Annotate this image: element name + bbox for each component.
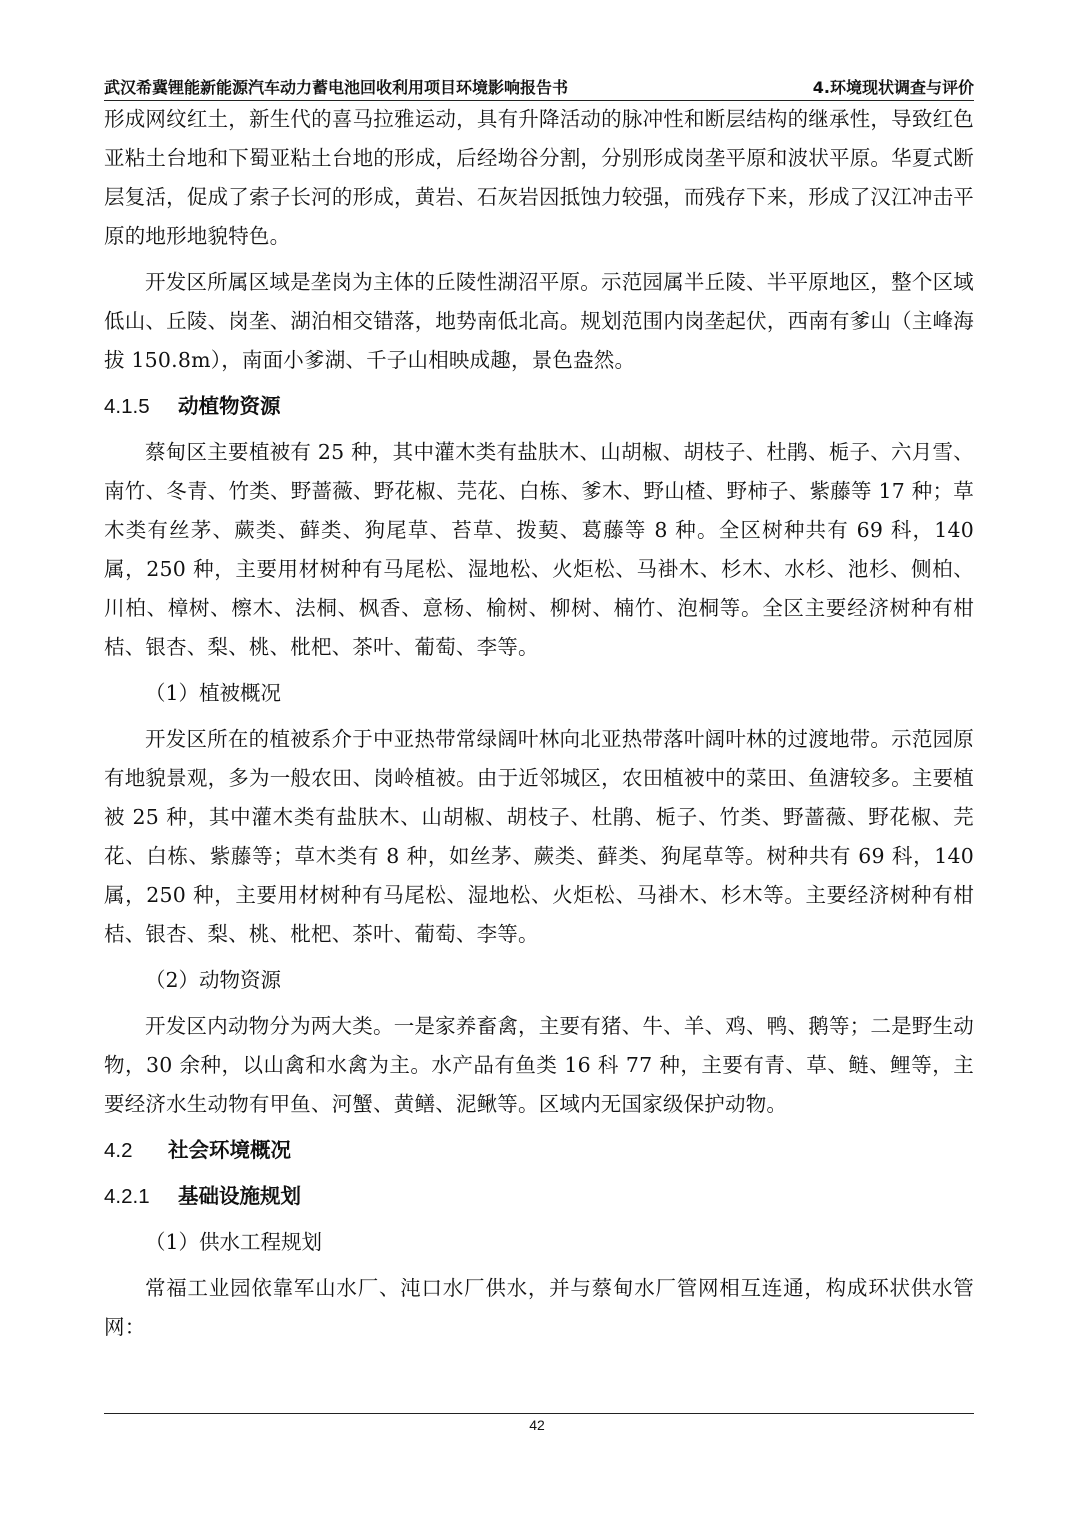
- paragraph-vegetation: 开发区所在的植被系介于中亚热带常绿阔叶林向北亚热带落叶阔叶林的过渡地带。示范园原有地貌景观，多为一般农田、岗岭植被。由于近邻城区，农田植被中的菜田、鱼溏较多。主要植被 25 种，其中灌木类有盐肤木、山胡椒、胡枝子、杜鹃、栀子、竹类、野蔷薇、野花椒、芫花、白栋、紫藤等；草木类有 8 种，如丝茅、蕨类、藓类、狗尾草等。树种共有 69 科，140 属，250 种，主要用材树种有马尾松、湿地松、火炬松、马褂木、杉木等。主要经济树种有柑桔、银杏、梨、桃、枇杷、茶叶、葡萄、李等。: [104, 727, 974, 946]
- section-heading-4-1-5: [104, 387, 974, 426]
- section-title: 基础设施规划: [178, 1184, 301, 1208]
- section-heading-4-2-1: [104, 1177, 974, 1216]
- header-document-title: 武汉希冀锂能新能源汽车动力蓄电池回收利用项目环境影响报告书: [104, 78, 569, 97]
- subheading-vegetation: （1）植被概况: [145, 681, 282, 705]
- paragraph-geology: 形成网纹红土，新生代的喜马拉雅运动，具有升降活动的脉冲性和断层结构的继承性，导致红色亚粘土台地和下蜀亚粘土台地的形成，后经坳谷分割，分别形成岗垄平原和波状平原。华夏式断层复活，促成了索子长河的形成，黄岩、石灰岩因抵蚀力较强，而残存下来，形成了汉江冲击平原的地形地貌特色。: [104, 107, 974, 248]
- section-number: 4.2: [104, 1139, 133, 1162]
- section-title: 动植物资源: [178, 394, 281, 418]
- subheading-water-supply: （1）供水工程规划: [145, 1230, 323, 1254]
- page-content: [104, 100, 974, 1354]
- section-number: 4.2.1: [104, 1185, 150, 1208]
- paragraph-fauna: 开发区内动物分为两大类。一是家养畜禽，主要有猪、牛、羊、鸡、鸭、鹅等；二是野生动物，30 余种，以山禽和水禽为主。水产品有鱼类 16 科 77 种，主要有青、草、鲢、鲤等，主要经济水生动物有甲鱼、河蟹、黄鳝、泥鳅等。区域内无国家级保护动物。: [104, 1014, 974, 1116]
- section-heading-4-2: [104, 1131, 974, 1170]
- header-chapter-title: 4.环境现状调查与评价: [812, 78, 974, 97]
- footer-rule: [104, 1413, 974, 1414]
- paragraph-water-supply: 常福工业园依靠军山水厂、沌口水厂供水，并与蔡甸水厂管网相互连通，构成环状供水管网：: [104, 1276, 974, 1339]
- section-number: 4.1.5: [104, 395, 150, 418]
- page-header: [104, 72, 974, 98]
- section-title: 社会环境概况: [168, 1138, 291, 1162]
- paragraph-flora-overview: 蔡甸区主要植被有 25 种，其中灌木类有盐肤木、山胡椒、胡枝子、杜鹃、栀子、六月雪、南竹、冬青、竹类、野蔷薇、野花椒、芫花、白栋、爹木、野山楂、野柿子、紫藤等 17 种；草木类有丝茅、蕨类、藓类、狗尾草、苔草、拨葜、葛藤等 8 种。全区树种共有 69 科，140 属，250 种，主要用材树种有马尾松、湿地松、火炬松、马褂木、杉木、水杉、池杉、侧柏、川柏、樟树、檫木、法桐、枫香、意杨、榆树、柳树、楠竹、泡桐等。全区主要经济树种有柑桔、银杏、梨、桃、枇杷、茶叶、葡萄、李等。: [104, 440, 974, 659]
- subheading-fauna: （2）动物资源: [145, 968, 282, 992]
- paragraph-terrain: 开发区所属区域是垄岗为主体的丘陵性湖沼平原。示范园属半丘陵、半平原地区，整个区域低山、丘陵、岗垄、湖泊相交错落，地势南低北高。规划范围内岗垄起伏，西南有爹山（主峰海拔 150.8m），南面小爹湖、千子山相映成趣，景色盎然。: [104, 270, 974, 372]
- page-number: 42: [529, 1417, 545, 1433]
